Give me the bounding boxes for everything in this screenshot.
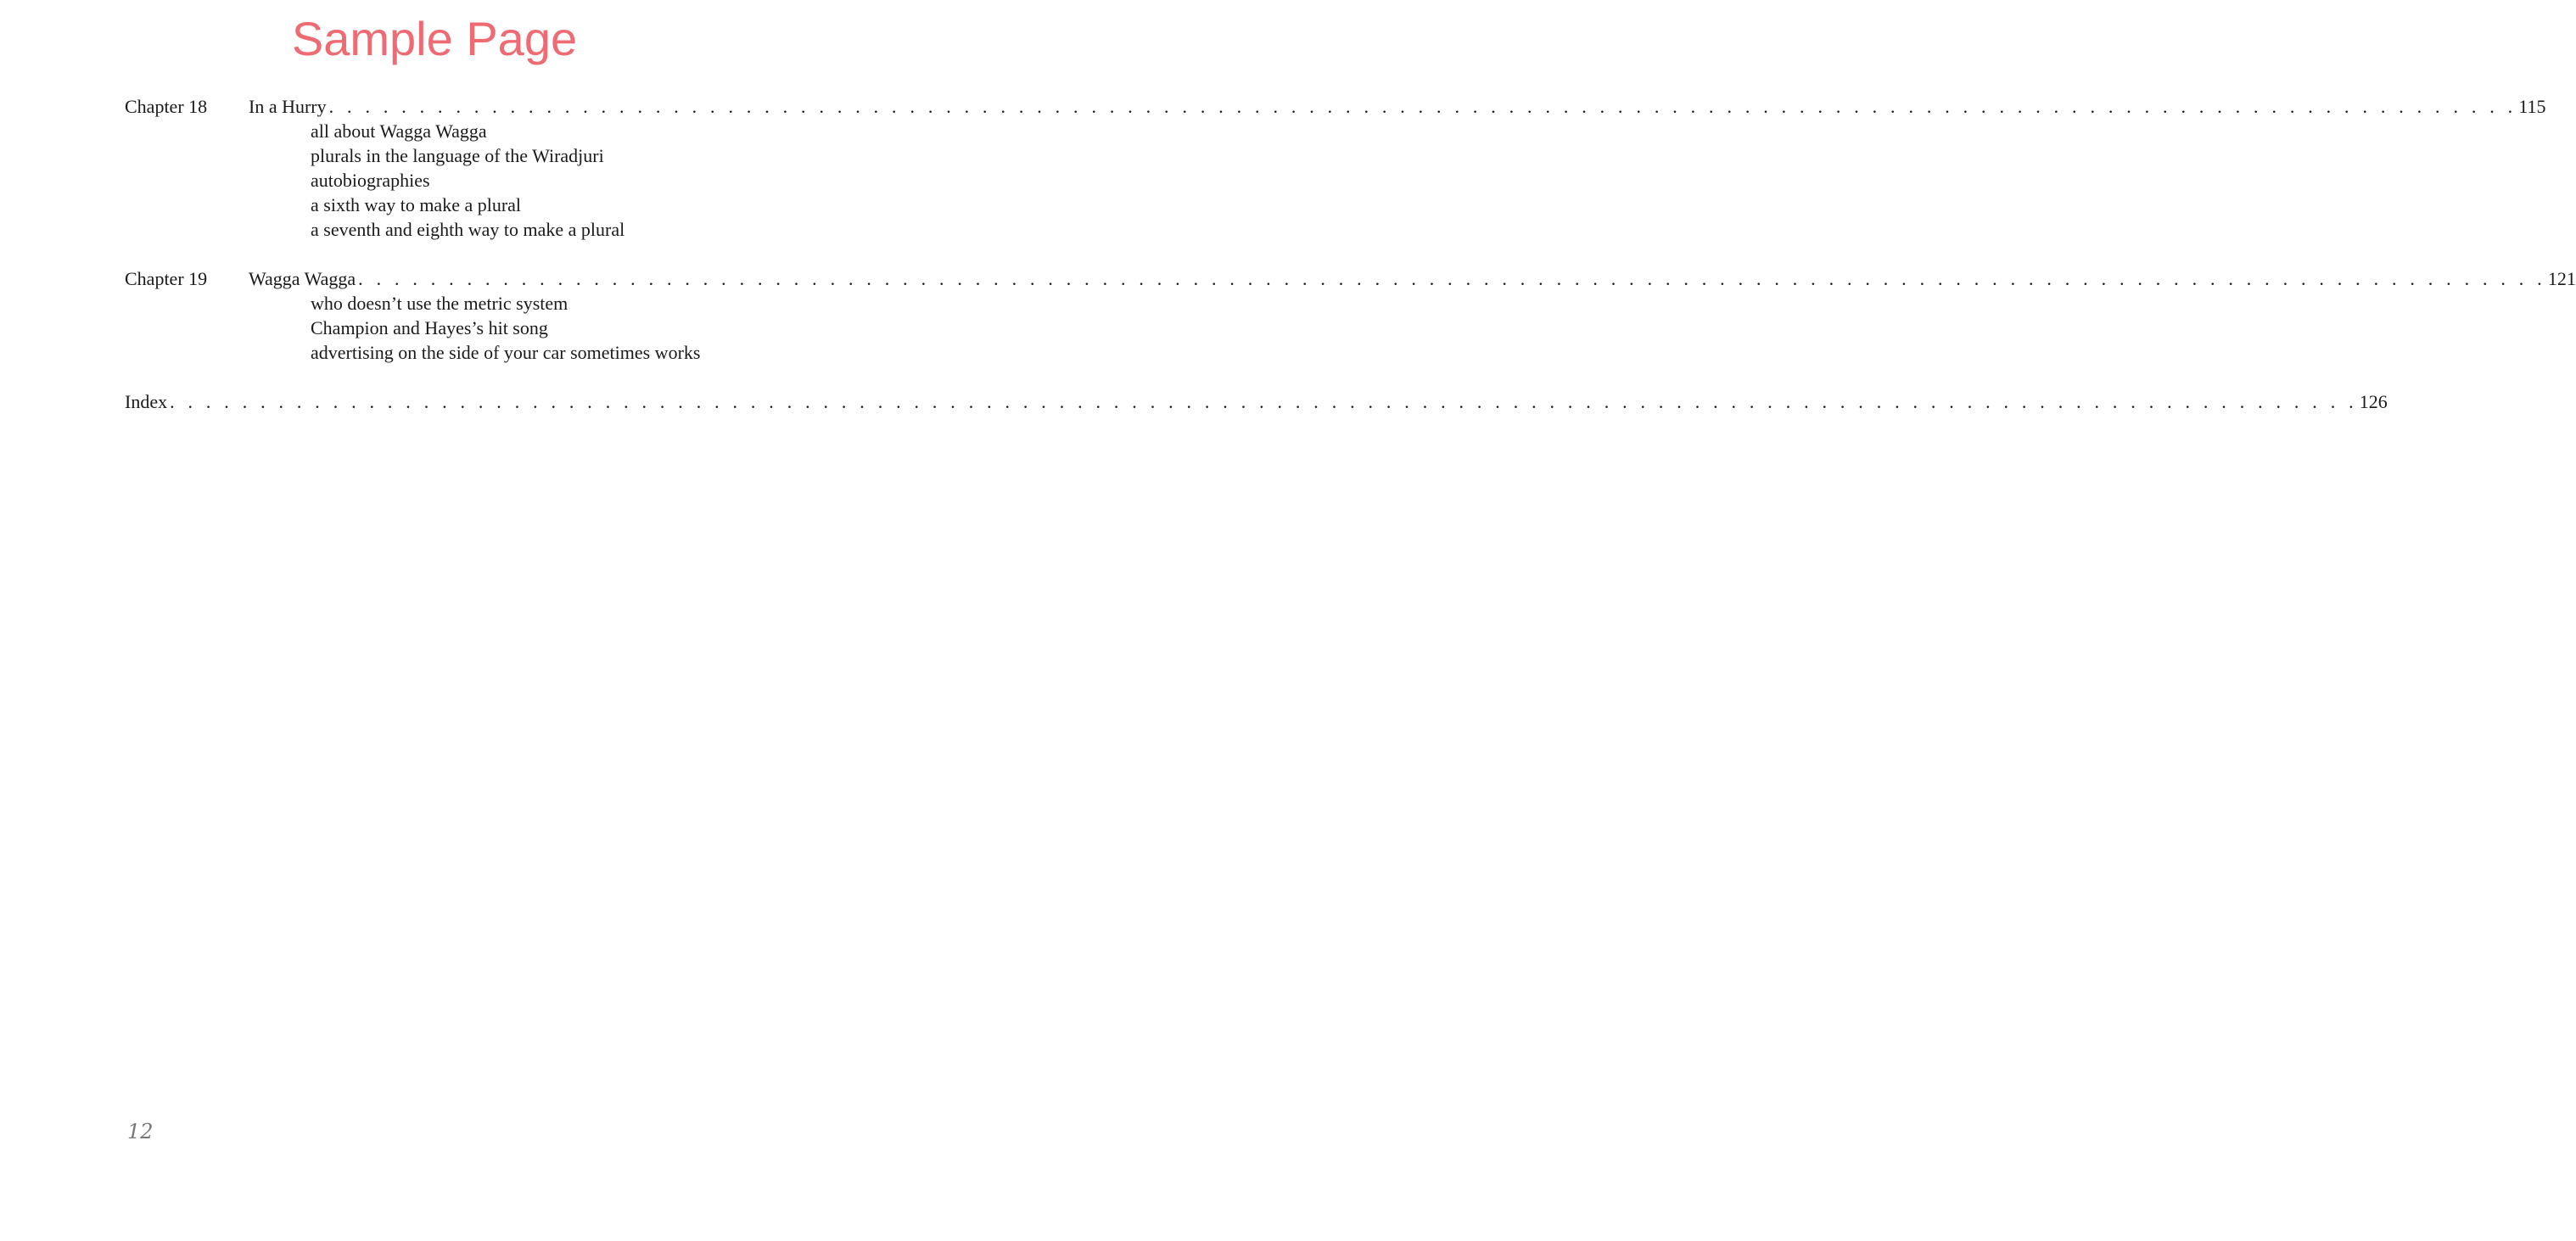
chapter-number: Chapter 18 — [125, 96, 208, 117]
topic-item: a sixth way to make a plural — [311, 194, 522, 215]
toc-entry-heading[interactable] — [125, 389, 2388, 414]
sample-page-watermark: Sample Page — [291, 12, 578, 65]
topic-item: all about Wagga Wagga — [311, 120, 487, 142]
toc-entry-heading[interactable] — [125, 266, 2576, 291]
toc-entry-chapter-19 — [125, 266, 2576, 365]
chapter-title: Wagga Wagga — [249, 268, 356, 289]
page-number: 115 — [2518, 96, 2546, 117]
chapter-number: Chapter 19 — [125, 268, 208, 289]
page-number: 126 — [2359, 391, 2388, 412]
toc-entry-index — [125, 389, 2388, 414]
topic-item: plurals in the language of the Wiradjuri — [311, 145, 604, 166]
chapter-title: In a Hurry — [249, 96, 327, 117]
toc-entry-heading[interactable] — [125, 94, 2546, 119]
table-of-contents — [125, 94, 2576, 439]
topic-item: who doesn’t use the metric system — [311, 293, 568, 314]
chapter-topics — [125, 291, 745, 365]
dot-leader: . . . . . . . . . . . . . . . . . . . . . . . . . . . . . . . . . . . . . . . . . . . . . . . . . . . . . . . . . . . . . . . . . . . . . . . . . . . . . . . . . . . . . . . . . . . . . . . . . . . . . . . . . . . . . . . . . . . . . . . . . — [170, 391, 2358, 412]
topic-item: a seventh and eighth way to make a plural — [311, 219, 625, 240]
index-title: Index — [125, 391, 168, 412]
toc-entry-chapter-18 — [125, 94, 2546, 242]
chapter-topics — [125, 119, 745, 242]
topic-item: autobiographies — [311, 170, 430, 191]
page-number: 121 — [2547, 268, 2576, 289]
topic-item: advertising on the side of your car sometimes works — [311, 342, 701, 363]
dot-leader: . . . . . . . . . . . . . . . . . . . . . . . . . . . . . . . . . . . . . . . . . . . . . . . . . . . . . . . . . . . . . . . . . . . . . . . . . . . . . . . . . . . . . . . . . . . . . . . . . . . . . . . . . . . . . . . . . . . . . . . . . — [358, 268, 2546, 289]
topic-item: Champion and Hayes’s hit song — [311, 317, 548, 338]
dot-leader: . . . . . . . . . . . . . . . . . . . . . . . . . . . . . . . . . . . . . . . . . . . . . . . . . . . . . . . . . . . . . . . . . . . . . . . . . . . . . . . . . . . . . . . . . . . . . . . . . . . . . . . . . . . . . . . . . . . . . . . . . — [328, 96, 2517, 117]
page-folio-number: 12 — [127, 1120, 154, 1143]
